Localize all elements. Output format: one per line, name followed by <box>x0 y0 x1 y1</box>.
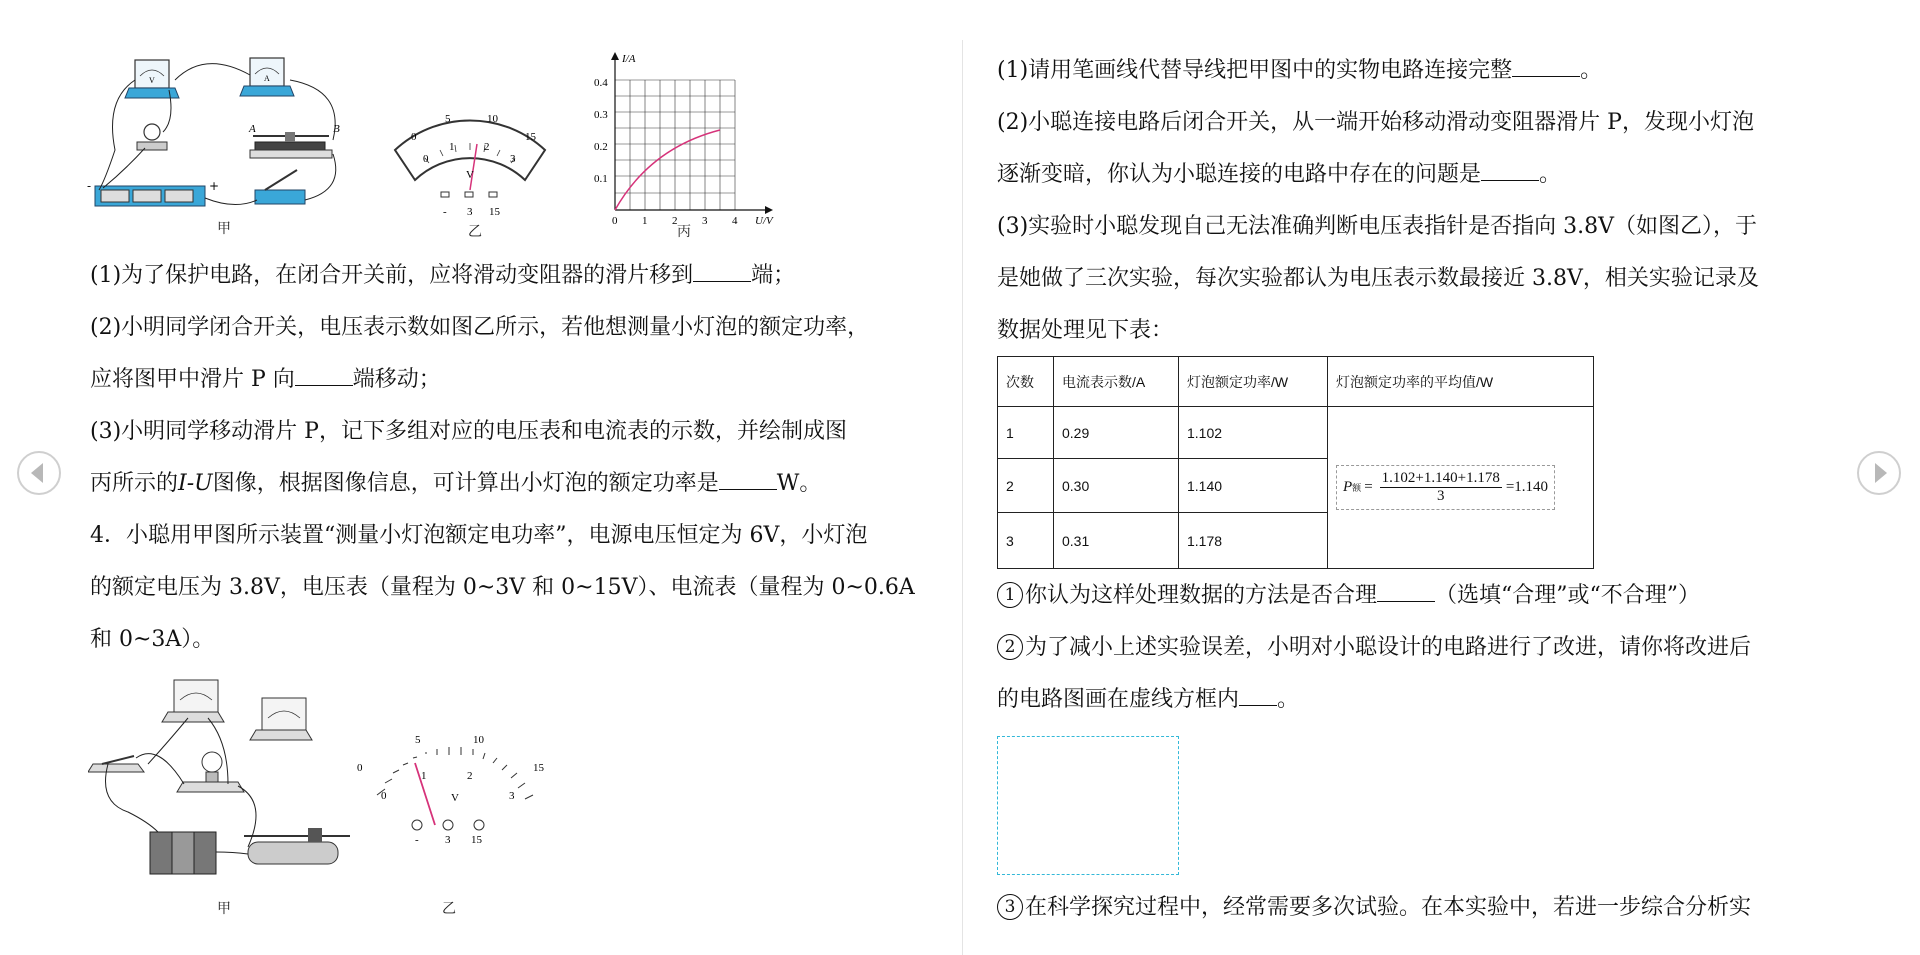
answer-blank <box>1377 579 1435 602</box>
caption-bing: 丙 <box>677 224 691 240</box>
voltmeter-letter: V <box>149 76 155 85</box>
q4-line2: 的额定电压为 3.8V，电压表（量程为 0~3V 和 0~15V）、电流表（量程为 0~0.6A <box>90 575 915 600</box>
answer-blank <box>1239 683 1277 706</box>
dial1-bottom-0: 0 <box>423 153 429 165</box>
left-q3-line2-mid: 图像，根据图像信息，可计算出小灯泡的额定功率是 <box>212 471 719 496</box>
drawing-answer-box[interactable] <box>997 736 1179 875</box>
dial2-top-10: 10 <box>473 734 484 746</box>
answer-blank <box>1481 158 1539 181</box>
graph-ylabel: I/A <box>622 53 636 65</box>
rheostat-illustration <box>250 132 332 158</box>
formula-p: P <box>1343 479 1353 495</box>
cell-power: 1.178 <box>1179 513 1328 569</box>
cell-n: 1 <box>998 407 1054 459</box>
dial1-bottom-3: 3 <box>510 153 516 165</box>
left-q2-line1: (2)小明同学闭合开关，电压表示数如图乙所示，若他想测量小灯泡的额定功率， <box>90 315 870 340</box>
answer-blank <box>693 259 751 282</box>
dial2-bottom-0: 0 <box>381 790 387 802</box>
table-header-row <box>998 357 1594 407</box>
left-question-3 <box>90 406 930 510</box>
battery-illustration <box>95 186 205 206</box>
table-row <box>998 407 1594 459</box>
sub-question-1 <box>997 570 1837 622</box>
sub2-line2: 的电路图画在虚线方框内 <box>997 687 1240 712</box>
left-q3-line1: (3)小明同学移动滑片 P，记下多组对应的电压表和电流表的示数，并绘制成图 <box>90 419 847 444</box>
formula-fraction <box>1380 470 1502 505</box>
sub2-suffix: 。 <box>1277 687 1300 712</box>
graph-xtick-1: 1 <box>642 215 648 227</box>
q4-line1: 4．小聪用甲图所示装置“测量小灯泡额定电功率”，电源电压恒定为 6V，小灯泡 <box>90 523 868 548</box>
left-q3-line2: 丙所示的 <box>90 471 179 496</box>
caption-yi-2: 乙 <box>442 901 456 917</box>
switch-illustration <box>255 170 305 204</box>
rheostat-2 <box>244 828 350 864</box>
caption-jia-2: 甲 <box>217 901 231 917</box>
average-formula <box>1336 465 1555 510</box>
cell-n: 3 <box>998 513 1054 569</box>
dial2-center: V <box>451 792 459 804</box>
dial2-bottom-1: 1 <box>421 770 427 782</box>
right-q1-text: (1)请用笔画线代替导线把甲图中的实物电路连接完整 <box>997 58 1513 83</box>
right-page <box>965 0 1915 955</box>
voltmeter-dial-yi-2 <box>355 725 555 855</box>
rheostat-label-b: B <box>333 123 340 135</box>
left-q3-suffix: W。 <box>776 471 822 496</box>
graph-ytick-0.2: 0.2 <box>594 141 608 153</box>
cell-power: 1.140 <box>1179 459 1328 513</box>
right-question-1 <box>997 45 1837 97</box>
cell-current: 0.31 <box>1054 513 1179 569</box>
graph-xlabel: U/V <box>755 215 773 227</box>
ammeter-letter: A <box>264 74 270 83</box>
sub-question-2 <box>997 622 1837 726</box>
answer-blank <box>295 363 353 386</box>
ammeter-2 <box>162 680 224 722</box>
right-q3-line1: (3)实验时小聪发现自己无法准确判断电压表指针是否指向 3.8V（如图乙），于 <box>997 214 1758 239</box>
left-question-1 <box>90 250 930 302</box>
left-page <box>0 0 950 955</box>
battery-minus: - <box>87 179 92 193</box>
rheostat-label-a: A <box>249 123 256 135</box>
dial2-terminal-3: 3 <box>445 834 451 846</box>
sub1-text: 你认为这样处理数据的方法是否合理 <box>1025 583 1378 608</box>
left-q2-suffix: 端移动； <box>352 367 441 392</box>
right-q2-suffix: 。 <box>1539 162 1562 187</box>
voltmeter-dial-yi <box>385 100 555 220</box>
graph-xtick-0: 0 <box>612 215 618 227</box>
caption-yi: 乙 <box>468 224 482 240</box>
circled-number-3: 3 <box>997 894 1023 920</box>
caption-jia: 甲 <box>217 221 231 237</box>
formula-eq: = <box>1364 479 1373 495</box>
iu-term: I-U <box>178 471 213 496</box>
switch-2 <box>88 756 144 772</box>
formula-numerator: 1.102+1.140+1.178 <box>1381 470 1500 486</box>
dial2-terminal-minus: - <box>415 834 419 846</box>
bulb-illustration <box>137 124 167 150</box>
formula-sub: 额 <box>1352 483 1362 493</box>
formula-denominator: 3 <box>1436 488 1445 504</box>
question-4-intro <box>90 510 930 666</box>
header-cell: 灯泡额定功率的平均值/W <box>1328 357 1594 407</box>
page-divider <box>962 40 963 955</box>
header-cell: 次数 <box>998 357 1054 407</box>
battery-2 <box>150 832 216 874</box>
data-table <box>997 356 1594 569</box>
graph-ytick-0.1: 0.1 <box>594 173 608 185</box>
dial1-top-5: 5 <box>445 113 451 125</box>
right-question-2 <box>997 97 1837 201</box>
dial2-bottom-3: 3 <box>509 790 515 802</box>
right-q3-line3: 数据处理见下表： <box>997 318 1174 343</box>
dial1-terminal-minus: - <box>443 206 447 218</box>
header-cell: 灯泡额定功率/W <box>1179 357 1328 407</box>
q4-line3: 和 0~3A）。 <box>90 627 215 652</box>
left-q1-text: (1)为了保护电路，在闭合开关前，应将滑动变阻器的滑片移到 <box>90 263 694 288</box>
sub2-line1: 为了减小上述实验误差，小明对小聪设计的电路进行了改进，请你将改进后 <box>1025 635 1752 660</box>
right-q2-line2: 逐渐变暗，你认为小聪连接的电路中存在的问题是 <box>997 162 1482 187</box>
dial1-center: V <box>466 169 474 181</box>
dial2-bottom-2: 2 <box>467 770 473 782</box>
graph-ytick-0.4: 0.4 <box>594 77 608 89</box>
right-q1-suffix: 。 <box>1580 58 1603 83</box>
right-q2-line1: (2)小聪连接电路后闭合开关，从一端开始移动滑动变阻器滑片 P，发现小灯泡 <box>997 110 1754 135</box>
graph-ytick-0.3: 0.3 <box>594 109 608 121</box>
dial1-top-0: 0 <box>411 131 417 143</box>
dial1-bottom-2: 2 <box>484 141 490 153</box>
battery-plus: + <box>209 179 220 193</box>
answer-blank <box>1512 54 1580 77</box>
left-question-2 <box>90 302 930 406</box>
cell-current: 0.30 <box>1054 459 1179 513</box>
circuit-diagram-jia <box>85 50 365 220</box>
answer-blank <box>719 467 777 490</box>
formula-result: =1.140 <box>1505 479 1549 495</box>
dial1-top-10: 10 <box>487 113 498 125</box>
dial1-bottom-1: 1 <box>449 141 455 153</box>
graph-xtick-2: 2 <box>672 215 678 227</box>
header-cell: 电流表示数/A <box>1054 357 1179 407</box>
iu-graph-bing <box>590 48 780 228</box>
circuit-diagram-jia-2 <box>88 672 363 892</box>
dial2-top-5: 5 <box>415 734 421 746</box>
bulb-2 <box>177 752 244 792</box>
circled-number-1: 1 <box>997 582 1023 608</box>
dial1-terminal-15: 15 <box>489 206 500 218</box>
cell-n: 2 <box>998 459 1054 513</box>
dial2-top-15: 15 <box>533 762 544 774</box>
cell-power: 1.102 <box>1179 407 1328 459</box>
dial2-terminal-15: 15 <box>471 834 482 846</box>
dial1-terminal-3: 3 <box>467 206 473 218</box>
sub-question-3 <box>997 882 1837 934</box>
circled-number-2: 2 <box>997 634 1023 660</box>
left-q2-line2: 应将图甲中滑片 P 向 <box>90 367 295 392</box>
sub3-line1: 在科学探究过程中，经常需要多次试验。在本实验中，若进一步综合分析实 <box>1025 895 1752 920</box>
right-q3-line2: 是她做了三次实验，每次实验都认为电压表示数最接近 3.8V，相关实验记录及 <box>997 266 1759 291</box>
dial1-top-15: 15 <box>525 131 536 143</box>
sub1-suffix: （选填“合理”或“不合理”） <box>1435 583 1701 608</box>
average-cell <box>1328 407 1594 569</box>
dial2-top-0: 0 <box>357 762 363 774</box>
graph-xtick-3: 3 <box>702 215 708 227</box>
voltmeter-2 <box>250 698 312 740</box>
cell-current: 0.29 <box>1054 407 1179 459</box>
right-question-3 <box>997 201 1837 357</box>
graph-xtick-4: 4 <box>732 215 738 227</box>
left-q1-suffix: 端； <box>751 263 796 288</box>
